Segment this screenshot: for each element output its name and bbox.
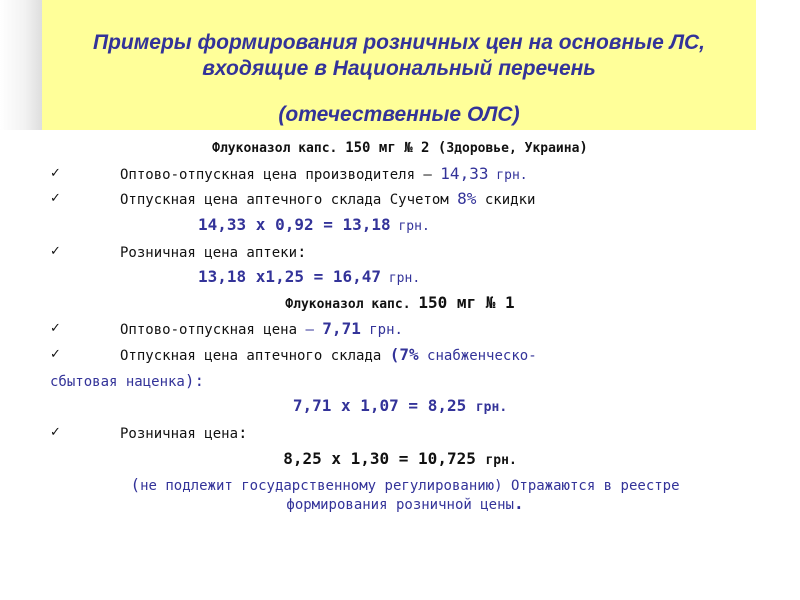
title-banner — [42, 0, 756, 130]
example2-item2: Отпускная цена аптечного склада (7% снабженческо- — [120, 345, 537, 364]
check-icon: ✓ — [50, 191, 61, 206]
example2-calc2: 8,25 х 1,30 = 10,725 грн. — [283, 449, 517, 468]
example2-item3: Розничная цена: — [120, 423, 248, 442]
footnote-line-2: формирования розничной цены. — [286, 494, 524, 513]
example2-item2-cont: сбытовая наценка): — [50, 371, 205, 390]
check-icon: ✓ — [50, 321, 61, 336]
example2-heading: Флуконазол капс. 150 мг № 1 — [285, 293, 515, 312]
footnote-line-1: (не подлежит государственному регулированию) Отражаются в реестре — [130, 475, 680, 494]
example1-item1: Оптово-отпускная цена производителя – 14,33 грн. — [120, 164, 528, 183]
check-icon: ✓ — [50, 166, 61, 181]
example2-calc1: 7,71 х 1,07 = 8,25 грн. — [292, 396, 508, 415]
example1-calc1: 14,33 х 0,92 = 13,18 грн. — [198, 215, 430, 234]
example1-item2: Отпускная цена аптечного склада Сучетом 8% скидки — [120, 189, 536, 208]
header-side-gradient — [0, 0, 42, 130]
example1-item3: Розничная цена аптеки: — [120, 242, 307, 261]
check-icon: ✓ — [50, 347, 61, 362]
title-line-1: Примеры формирования розничных цен на основные ЛС, — [92, 31, 706, 54]
title-line-2: входящие в Национальный перечень — [202, 57, 596, 80]
check-icon: ✓ — [50, 425, 61, 440]
check-icon: ✓ — [50, 244, 61, 259]
title-line-3: (отечественные ОЛС) — [278, 103, 520, 126]
example1-calc2: 13,18 х1,25 = 16,47 грн. — [198, 267, 421, 286]
footnote — [70, 476, 740, 514]
example1-heading: Флуконазол капс. 150 мг № 2 (Здоровье, Украина) — [212, 140, 588, 156]
example2-item1: Оптово-отпускная цена – 7,71 грн. — [120, 319, 403, 338]
